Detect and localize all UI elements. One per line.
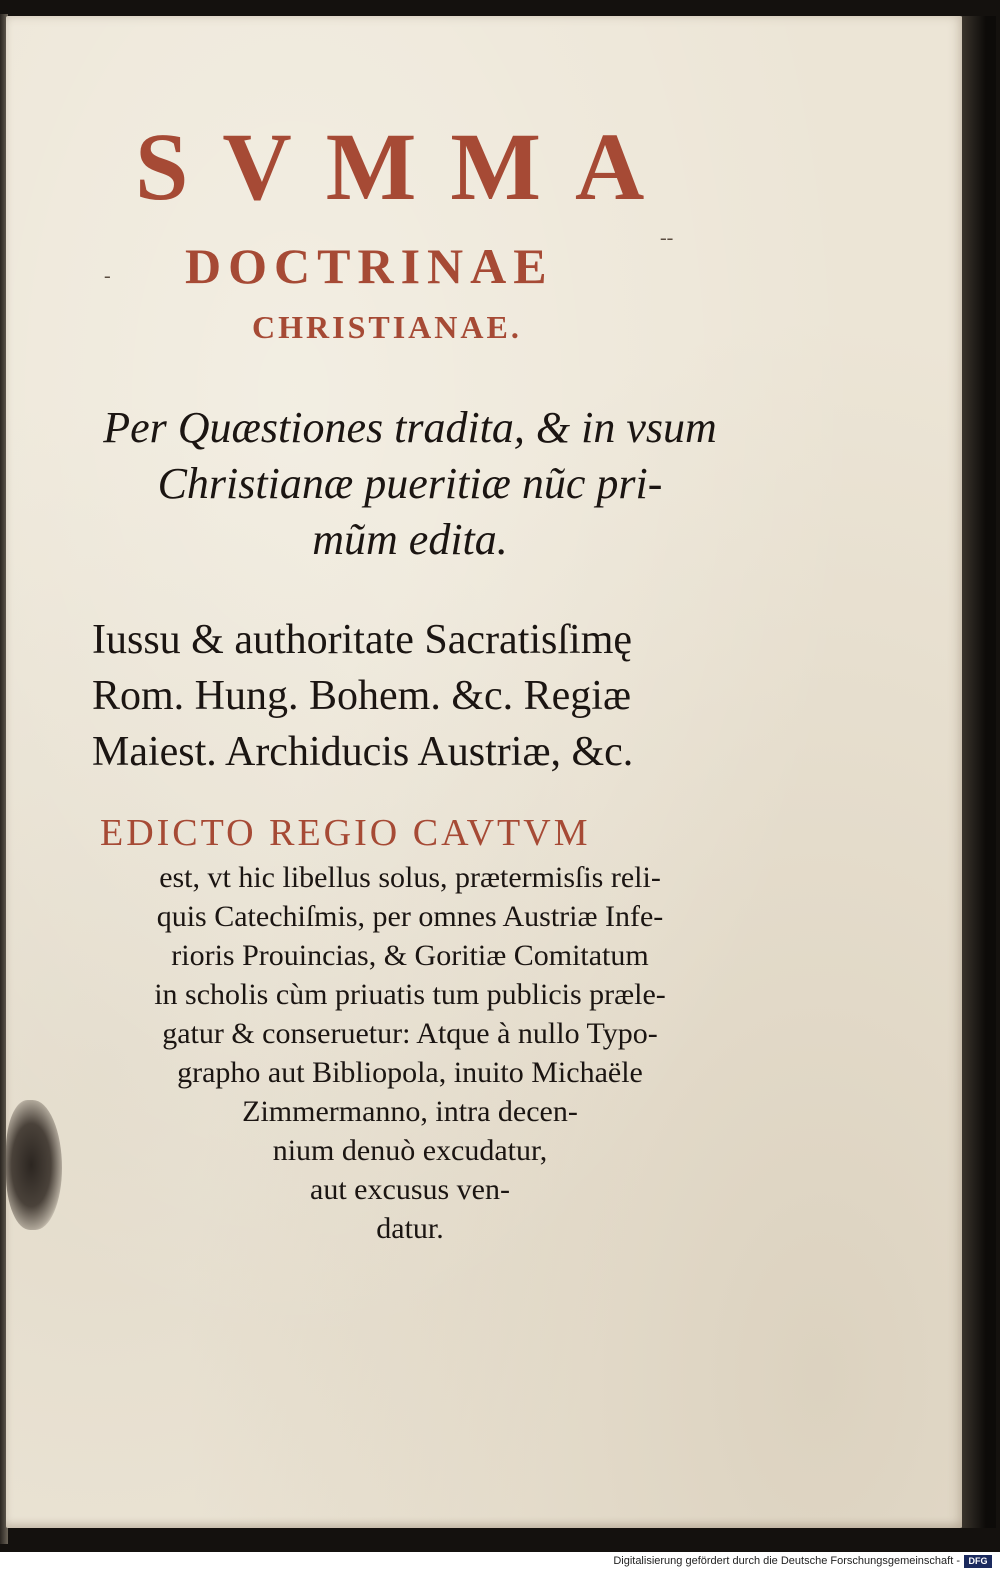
subtitle-line: Christianæ pueritiæ nũc pri-: [157, 459, 663, 508]
title-line-3: CHRISTIANAE.: [252, 309, 522, 345]
ink-stain: [6, 1100, 62, 1230]
edict-line: est, vt hic libellus solus, prætermisſis reli-: [159, 861, 661, 894]
page-edge-shadow: [962, 16, 996, 1528]
edict-line: quis Catechiſmis, per omnes Austriæ Infe-: [156, 900, 664, 933]
dfg-logo-icon: DFG: [964, 1555, 992, 1568]
footer-credit: Digitalisierung gefördert durch die Deutsche Forschungsgemeinschaft -: [613, 1555, 960, 1567]
edict-line: nium denuò excudatur,: [272, 1134, 548, 1167]
dash-mark: --: [660, 227, 674, 249]
subtitle-block: [90, 400, 730, 568]
subtitle-line: Per Quæstiones tradita, & in vsum: [103, 403, 717, 452]
authority-block: [92, 612, 732, 780]
authority-line: Rom. Hung. Bohem. &c. Regiæ: [92, 673, 631, 719]
dash-mark: -: [104, 265, 111, 287]
authority-line: Iussu & authoritate Sacratisſimę: [92, 617, 633, 663]
edict-line: rioris Prouincias, & Goritiæ Comitatum: [171, 939, 649, 972]
title-line-2: DOCTRINAE: [185, 238, 554, 294]
authority-line: Maiest. Archiducis Austriæ, &c.: [92, 729, 634, 775]
digitization-footer: [0, 1552, 1000, 1572]
edict-body: [100, 858, 720, 1248]
edict-line: gatur & conseruetur: Atque à nullo Typo-: [162, 1017, 658, 1050]
edict-line: in scholis cùm priuatis tum publicis præle-: [154, 978, 666, 1011]
edict-line: grapho aut Bibliopola, inuito Michaële: [177, 1056, 643, 1089]
edict-line: datur.: [376, 1212, 444, 1245]
title-line-1: SVMMA: [135, 113, 679, 220]
edict-heading: EDICTO REGIO CAVTVM: [100, 812, 591, 854]
edict-line: Zimmermanno, intra decen-: [242, 1095, 578, 1128]
subtitle-line: mũm edita.: [312, 515, 508, 564]
edict-line: aut excusus ven-: [310, 1173, 510, 1206]
